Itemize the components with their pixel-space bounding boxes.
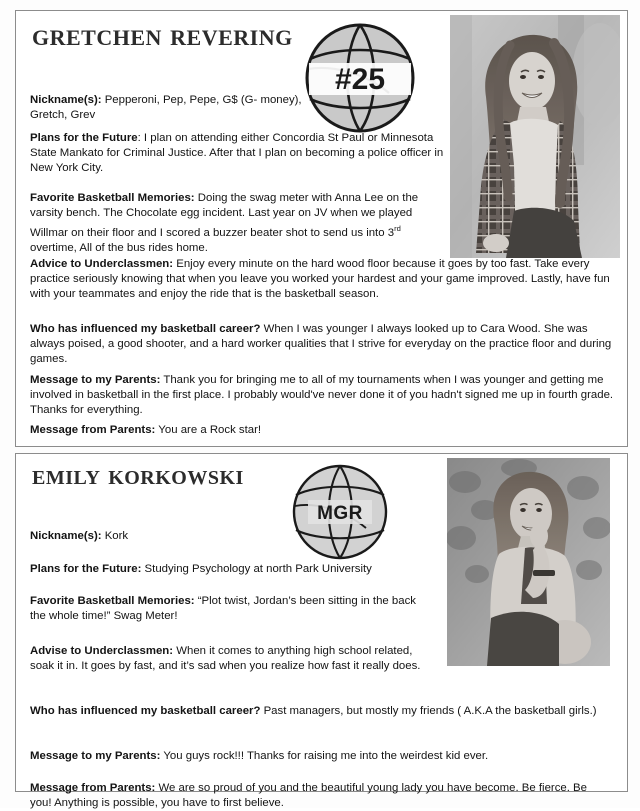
basketball-icon-number-25 bbox=[303, 21, 417, 135]
entry-text: “Plot twist, Jordan’s been sitting in the back the whole time!” Swag Meter! bbox=[30, 595, 416, 623]
entry-label: Plans for the Future bbox=[30, 132, 138, 144]
entry-label: Who has influenced my basketball career? bbox=[30, 705, 261, 717]
entry-text: Enjoy every minute on the hard wood floor because it goes by too fast. Take every practice seriously knowing that when you leave you worked your hardest and your game improved. Lastly, have fun with your teammates and enjoy the ride that is the basketball season. bbox=[30, 258, 610, 301]
entry-text: : I plan on attending either Concordia St Paul or Minnesota State Mankato for Criminal Justice. After that I plan on becoming a police officer in New York City. bbox=[30, 132, 444, 175]
entry-message-to-parents bbox=[30, 749, 610, 764]
entry-label: Message from Parents: bbox=[30, 782, 156, 794]
entry-nicknames bbox=[30, 529, 430, 544]
entry-label: Nickname(s): bbox=[30, 94, 102, 106]
entry-nicknames bbox=[30, 93, 320, 123]
entry-who-influenced-career bbox=[30, 322, 615, 368]
entry-message-from-parents bbox=[30, 781, 610, 811]
entry-label: Message to my Parents: bbox=[30, 374, 161, 386]
profile-panel-gretchen bbox=[15, 10, 628, 447]
page-title-gretchen: gretchen revering bbox=[32, 17, 293, 52]
basketball-icon-manager bbox=[290, 462, 390, 562]
entry-label: Advice to Underclassmen: bbox=[30, 258, 174, 270]
entry-label: Nickname(s): bbox=[30, 530, 102, 542]
entry-label: Favorite Basketball Memories: bbox=[30, 192, 195, 204]
entry-label: Message from Parents: bbox=[30, 424, 156, 436]
entry-text-tail: overtime, All of the bus rides home. bbox=[30, 242, 208, 255]
entry-text: Thank you for bringing me to all of my tournaments when I was younger and getting me involved in basketball in the first place. I probably would've never done it of you hadn't signed me up in fourth grade. Thanks for everything. bbox=[30, 374, 614, 417]
entry-text: Kork bbox=[101, 530, 129, 542]
entry-label: Advise to Underclassmen: bbox=[30, 645, 174, 657]
entry-plans-for-the-future bbox=[30, 562, 430, 577]
entry-text: Past managers, but mostly my friends ( A.K.A the basketball girls.) bbox=[260, 705, 597, 717]
entry-text: You are a Rock star! bbox=[155, 424, 262, 436]
entry-advice-to-underclassmen bbox=[30, 257, 615, 303]
entry-message-to-parents bbox=[30, 373, 615, 419]
ball-label-gretchen: #25 bbox=[334, 63, 386, 96]
entry-plans-for-the-future bbox=[30, 131, 450, 177]
portrait-photo-gretchen bbox=[450, 15, 620, 258]
entry-label: Message to my Parents: bbox=[30, 750, 161, 762]
ordinal-suffix: rd bbox=[394, 224, 401, 234]
entry-label: Who has influenced my basketball career? bbox=[30, 323, 261, 335]
entry-text: Doing the swag meter with Anna Lee on the varsity bench. The Chocolate egg incident. Last year on JV when we played Willmar on their floor and I scored a buzzer beater shot to send us into 3 bbox=[30, 192, 419, 240]
entry-text: Pepperoni, Pep, Pepe, G$ (G- money), Gretch, Grev bbox=[30, 94, 302, 122]
entry-favorite-basketball-memories bbox=[30, 191, 450, 257]
entry-favorite-basketball-memories bbox=[30, 594, 430, 624]
page-title-emily: emily korkowski bbox=[32, 459, 244, 491]
ball-label-emily: MGR bbox=[317, 503, 363, 524]
profile-panel-emily bbox=[15, 453, 628, 810]
entry-text: Studying Psychology at north Park University bbox=[141, 563, 372, 575]
entry-who-influenced-career bbox=[30, 704, 610, 719]
entry-text: When it comes to anything high school related, soak it in. It goes by fast, and it’s sad when you realize how fast it really does. bbox=[30, 645, 421, 673]
entry-text: You guys rock!!! Thanks for raising me into the weirdest kid ever. bbox=[160, 750, 489, 762]
entry-text: When I was younger I always looked up to Cara Wood. She was always poised, a good shooter, and a hard worker qualities that I strive for everyday on the practice floor and during games. bbox=[30, 323, 612, 366]
entry-label: Favorite Basketball Memories: bbox=[30, 595, 195, 607]
entry-advise-to-underclassmen bbox=[30, 644, 430, 674]
entry-message-from-parents bbox=[30, 423, 615, 438]
entry-label: Plans for the Future: bbox=[30, 563, 142, 575]
entry-text: We are so proud of you and the beautiful young lady you have become. Be fierce. Be you! Anything is possible, you have to first believe. bbox=[30, 782, 587, 810]
portrait-photo-emily bbox=[447, 458, 610, 666]
